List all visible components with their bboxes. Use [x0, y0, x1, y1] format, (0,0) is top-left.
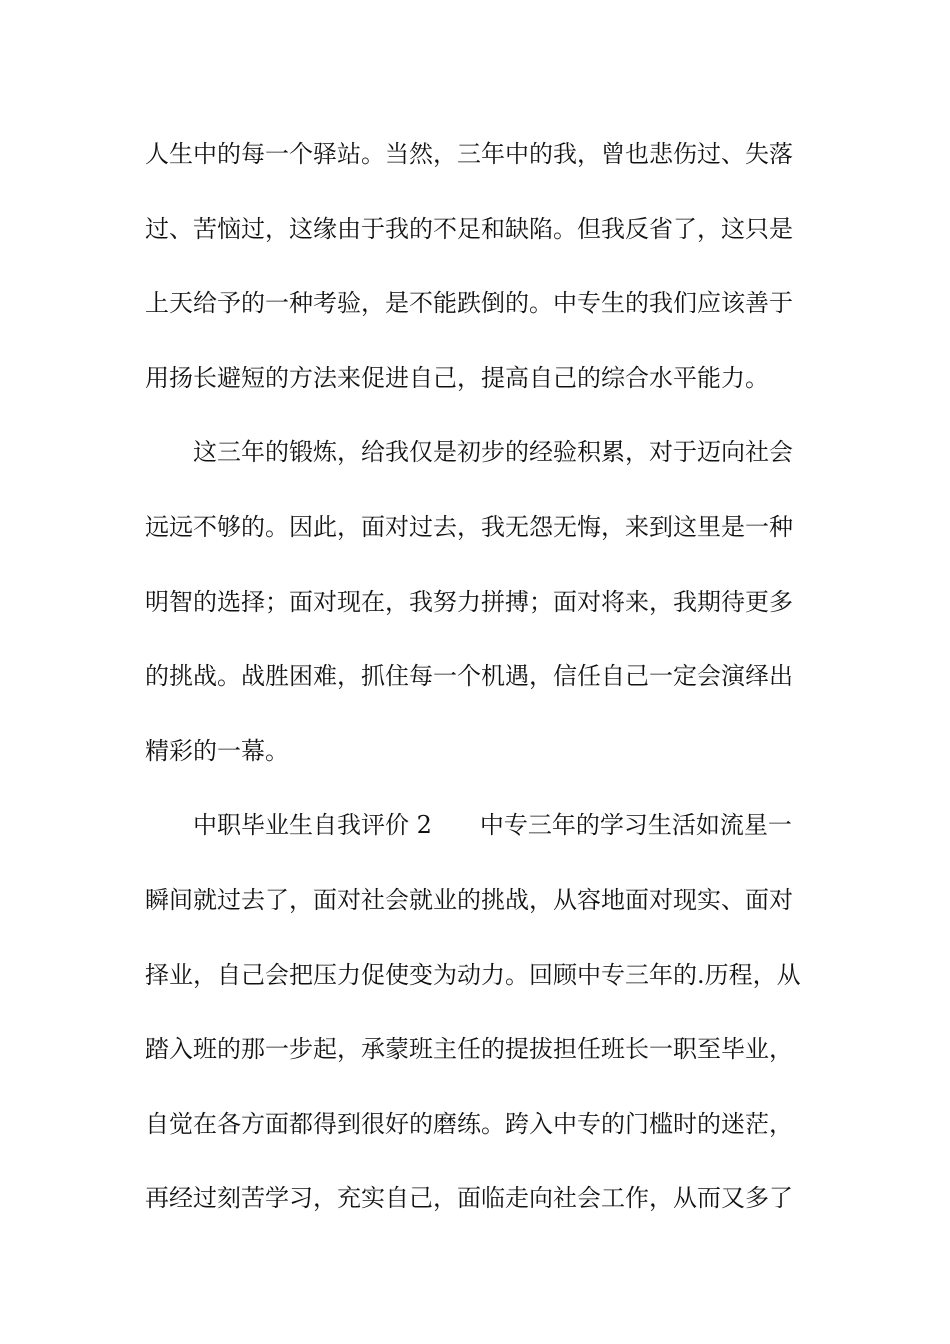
- heading-line: [145, 799, 815, 874]
- section-title: 中职毕业生自我评价 2: [193, 811, 432, 840]
- text-line: 明智的选择；面对现在，我努力拼搏；面对将来，我期待更多: [145, 587, 793, 616]
- paragraph-2: [145, 426, 815, 799]
- text-line: 过、苦恼过，这缘由于我的不足和缺陷。但我反省了，这只是: [145, 214, 793, 243]
- text-line: 再经过刻苦学习，充实自己，面临走向社会工作，从而又多了: [145, 1184, 793, 1213]
- text-line-start: 中专三年的学习生活如流星一: [479, 811, 792, 840]
- paragraph-1: [145, 128, 815, 426]
- text-line: 远远不够的。因此，面对过去，我无怨无悔，来到这里是一种: [145, 512, 793, 541]
- text-line: 踏入班的那一步起，承蒙班主任的提拔担任班长一职至毕业，: [145, 1035, 793, 1064]
- text-line: 用扬长避短的方法来促进自己，提高自己的综合水平能力。: [145, 363, 769, 392]
- paragraph-3: [145, 799, 815, 1247]
- text-line: 上天给予的一种考验，是不能跌倒的。中专生的我们应该善于: [145, 289, 793, 318]
- text-line: 瞬间就过去了，面对社会就业的挑战，从容地面对现实、面对: [145, 885, 793, 914]
- text-line: 自觉在各方面都得到很好的磨练。跨入中专的门槛时的迷茫，: [145, 1109, 793, 1138]
- text-line: 的挑战。战胜困难，抓住每一个机遇，信任自己一定会演绎出: [145, 662, 793, 691]
- text-line: 精彩的一幕。: [145, 736, 289, 765]
- document-body: [145, 128, 815, 1247]
- text-line: 这三年的锻炼，给我仅是初步的经验积累，对于迈向社会: [193, 438, 793, 467]
- text-line: 择业，自己会把压力促使变为动力。回顾中专三年的.历程，从: [145, 960, 801, 989]
- text-line: 人生中的每一个驿站。当然，三年中的我，曾也悲伤过、失落: [145, 140, 793, 168]
